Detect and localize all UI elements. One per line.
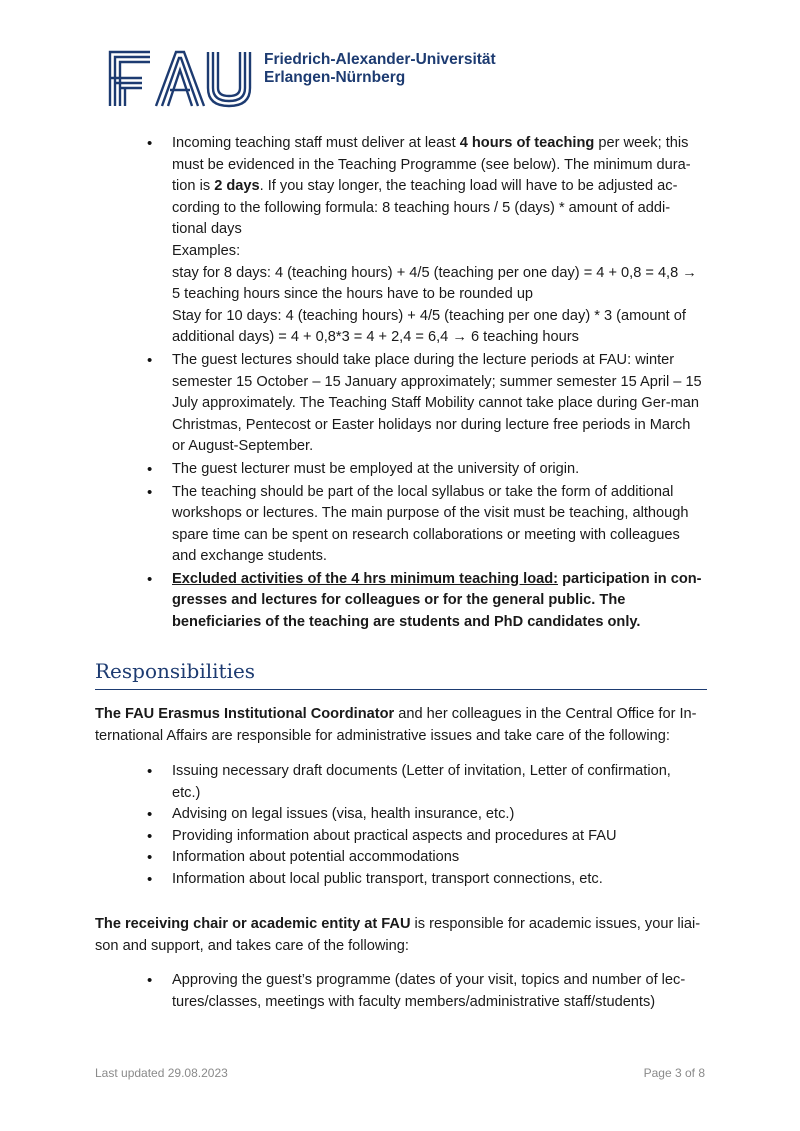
- list-item: • Approving the guest’s programme (dates of your visit, topics and number of lec-tures/classes, meetings with faculty members/administrative staff/students): [172, 970, 702, 1013]
- text-bold: participation in con-gresses and lectures for colleagues or for the general public. The beneficiaries of the teaching are students and PhD candidates only.: [172, 570, 702, 631]
- text-segment: is responsible for academic issues, your liai-son and support, and takes care of the following:: [95, 916, 701, 954]
- list-item: • The guest lectures should take place during the lecture periods at FAU: winter semester 15 October – 15 January approximately; summer semester 15 April – 15 July approximately. The Teaching Staff Mobility cannot take place during Ger-man Christmas, Pentecost or Easter holidays nor during lecture free periods in March or August-September.: [172, 350, 702, 458]
- list-item: • The guest lecturer must be employed at the university of origin.: [172, 459, 702, 481]
- list-item: [172, 569, 702, 634]
- paragraph: [95, 914, 705, 957]
- university-name-line1: Friedrich-Alexander-Universität: [264, 51, 496, 68]
- list-item: • The teaching should be part of the local syllabus or take the form of additional workshops or lectures. The main purpose of the visit must be teaching, although spare time can be spent on research collaborations or meeting with colleagues and exchange students.: [172, 482, 702, 568]
- text-bold: The FAU Erasmus Institutional Coordinator: [95, 706, 395, 722]
- list-item: • Information about potential accommodations: [172, 847, 702, 869]
- paragraph: [95, 704, 705, 747]
- text-bold: 4 hours of teaching: [459, 135, 595, 151]
- fau-logo-icon: [108, 48, 254, 108]
- last-updated: Last updated 29.08.2023: [95, 1066, 228, 1080]
- text-segment: . If you stay longer, the teaching load will have to be adjusted ac-cording to the following formula: 8 teaching hours / 5 (days) * amount of addi-tional days: [172, 178, 678, 238]
- university-name: [264, 51, 564, 87]
- list-item: [172, 133, 702, 349]
- list-item: • Providing information about practical aspects and procedures at FAU: [172, 826, 702, 848]
- example-line: stay for 8 days: 4 (teaching hours) + 4/5 (teaching per one day) = 4 + 0,8 = 4,8 → 5 teaching hours since the hours have to be rounded up: [172, 264, 697, 303]
- coordinator-tasks-list: [172, 761, 702, 891]
- list-item: • Information about local public transport, transport connections, etc.: [172, 869, 702, 891]
- text-segment: per week; this must be evidenced in the Teaching Programme (see below). The minimum dura-tion is: [172, 135, 691, 195]
- section-heading: Responsibilities: [95, 658, 707, 690]
- teaching-requirements-list: [172, 133, 702, 635]
- university-name-line2: Erlangen-Nürnberg: [264, 69, 406, 86]
- text-underlined: Excluded activities of the 4 hrs minimum teaching load:: [172, 570, 559, 587]
- examples-label: Examples:: [172, 242, 241, 259]
- list-item: • Advising on legal issues (visa, health insurance, etc.): [172, 804, 702, 826]
- text-bold: 2 days: [214, 178, 260, 195]
- list-item: • Issuing necessary draft documents (Letter of invitation, Letter of confirmation, etc.): [172, 761, 702, 804]
- text-segment: and her colleagues in the Central Office for In-ternational Affairs are responsible for administrative issues and take care of the following:: [95, 706, 697, 744]
- text-bold: The receiving chair or academic entity at FAU: [95, 916, 411, 932]
- text-segment: Incoming teaching staff must deliver at least: [172, 135, 460, 151]
- chair-tasks-list: [172, 970, 702, 1013]
- page-number: Page 3 of 8: [643, 1066, 705, 1080]
- example-line: Stay for 10 days: 4 (teaching hours) + 4/5 (teaching per one day) * 3 (amount of additional days) = 4 + 0,8*3 = 4 + 2,4 = 6,4 → 6 teaching hours: [172, 307, 686, 346]
